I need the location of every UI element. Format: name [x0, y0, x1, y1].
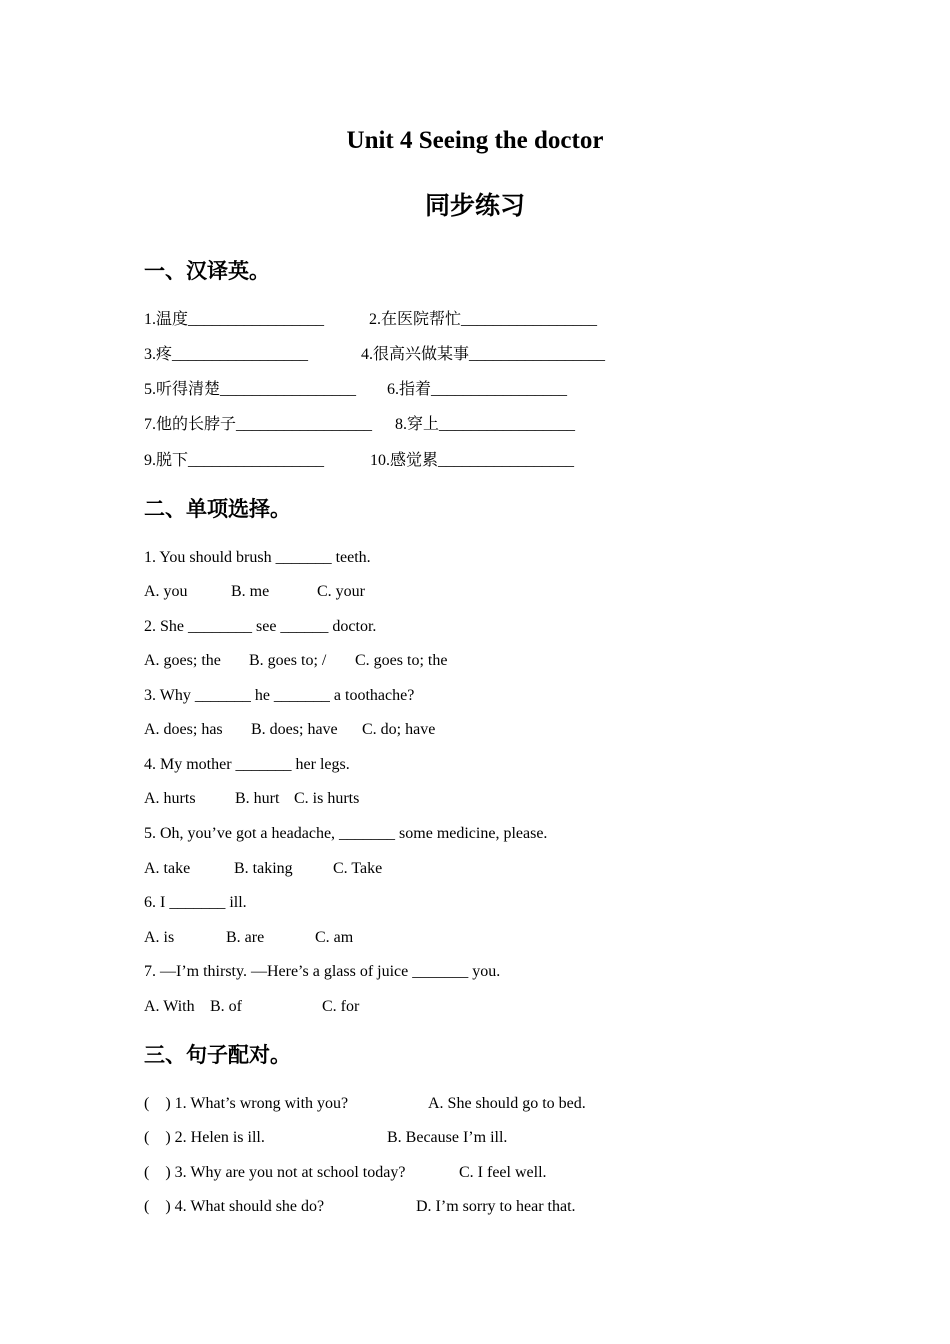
translation-item: 1.温度_________________ [144, 311, 325, 328]
section-heading-matching: 三、句子配对。 [144, 1043, 291, 1067]
translation-item: 7.他的长脖子_________________ [144, 416, 373, 433]
translation-item: 4.很高兴做某事_________________ [361, 346, 606, 363]
option: B. are [226, 929, 265, 946]
translation-item: 3.疼_________________ [144, 346, 309, 363]
option: A. take [144, 860, 191, 877]
option: B. does; have [251, 721, 338, 738]
matching-question: ( ) 4. What should she do? [144, 1198, 325, 1215]
translation-item: 10.感觉累_________________ [370, 452, 575, 469]
option: A. goes; the [144, 652, 221, 669]
matching-question: ( ) 1. What’s wrong with you? [144, 1095, 349, 1112]
option: C. for [322, 998, 360, 1015]
option: B. goes to; / [249, 652, 327, 669]
question-text: 4. My mother _______ her legs. [144, 756, 350, 773]
matching-question: ( ) 3. Why are you not at school today? [144, 1164, 406, 1181]
question-text: 5. Oh, you’ve got a headache, _______ some medicine, please. [144, 825, 548, 842]
option: A. is [144, 929, 175, 946]
translation-item: 6.指着_________________ [387, 381, 568, 398]
section-heading-translation: 一、汉译英。 [144, 259, 270, 283]
option: A. hurts [144, 790, 196, 807]
option: C. Take [333, 860, 383, 877]
page-title: Unit 4 Seeing the doctor [346, 127, 604, 154]
option: C. goes to; the [355, 652, 448, 669]
translation-item: 2.在医院帮忙_________________ [369, 311, 598, 328]
page-subtitle: 同步练习 [424, 193, 525, 220]
option: A. does; has [144, 721, 223, 738]
question-text: 6. I _______ ill. [144, 894, 247, 911]
translation-item: 5.听得清楚_________________ [144, 381, 357, 398]
option: B. taking [234, 860, 293, 877]
option: A. With [144, 998, 195, 1015]
translation-item: 8.穿上_________________ [395, 416, 576, 433]
section-heading-multiple-choice: 二、单项选择。 [144, 497, 291, 521]
translation-item: 9.脱下_________________ [144, 452, 325, 469]
option: C. your [317, 583, 365, 600]
option: C. am [315, 929, 354, 946]
question-text: 7. —I’m thirsty. —Here’s a glass of juice _______ you. [144, 963, 501, 980]
option: A. you [144, 583, 188, 600]
question-text: 1. You should brush _______ teeth. [144, 549, 371, 566]
matching-answer: C. I feel well. [459, 1164, 547, 1181]
matching-answer: A. She should go to bed. [428, 1095, 586, 1112]
option: C. do; have [362, 721, 436, 738]
question-text: 2. She ________ see ______ doctor. [144, 618, 377, 635]
matching-answer: D. I’m sorry to hear that. [416, 1198, 576, 1215]
matching-answer: B. Because I’m ill. [387, 1129, 508, 1146]
option: C. is hurts [294, 790, 360, 807]
question-text: 3. Why _______ he _______ a toothache? [144, 687, 415, 704]
matching-question: ( ) 2. Helen is ill. [144, 1129, 265, 1146]
option: B. me [231, 583, 270, 600]
option: B. hurt [235, 790, 280, 807]
option: B. of [210, 998, 242, 1015]
